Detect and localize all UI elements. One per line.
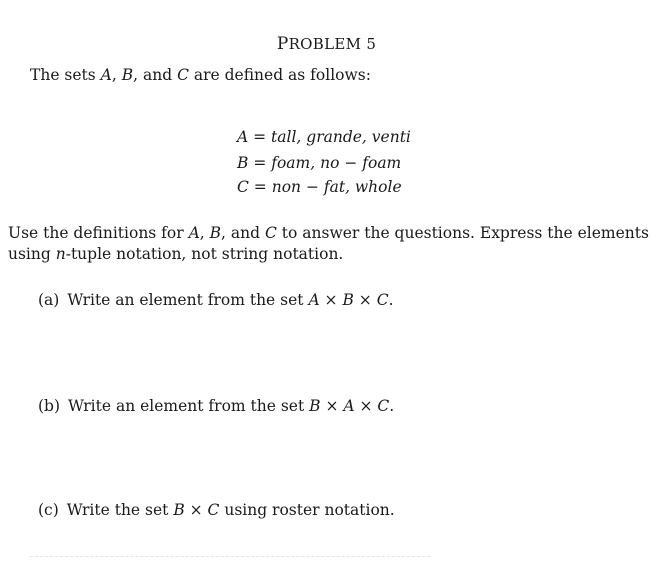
question-c: (c) Write the set B × C using roster notation. [38, 501, 395, 519]
problem-title: PROBLEM 5 [276, 34, 377, 54]
question-b: (b) Write an element from the set B × A × C. [38, 397, 395, 415]
faded-bottom-rule [30, 556, 430, 558]
instructions-line-2: using n-tuple notation, not string notation. [8, 245, 344, 263]
definition-a: A = tall, grande, venti [237, 128, 411, 146]
instructions-line-1: Use the definitions for A, B, and C to answer the questions. Express the elements [8, 224, 649, 242]
definition-b: B = foam, no − foam [237, 154, 402, 172]
definition-c: C = non − fat, whole [237, 178, 402, 196]
intro-text: The sets A, B, and C are defined as follows: [30, 66, 371, 84]
question-a: (a) Write an element from the set A × B × C. [38, 291, 394, 309]
